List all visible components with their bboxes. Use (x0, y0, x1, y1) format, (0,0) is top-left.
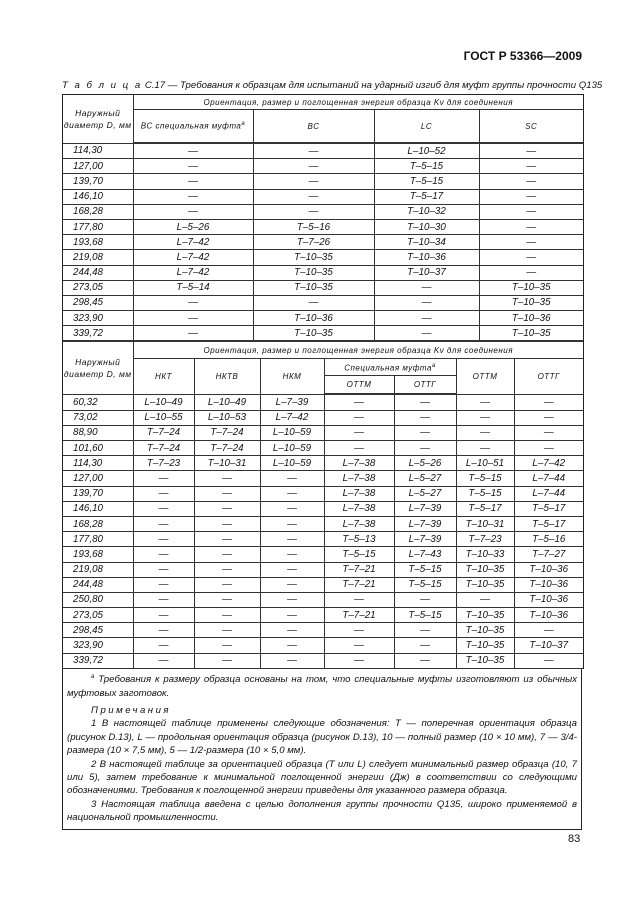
diameter-cell: 244,48 (63, 577, 133, 592)
value-cell: — (514, 623, 583, 638)
value-cell: — (133, 592, 194, 607)
col-header-special-ottm: ОТТМ (324, 376, 394, 395)
value-cell: L–7–38 (324, 516, 394, 531)
diameter-cell: 177,80 (63, 532, 133, 547)
value-cell: — (479, 143, 583, 159)
value-cell: T–10–36 (514, 608, 583, 623)
value-cell: — (514, 394, 583, 410)
value-cell: L–7–39 (260, 394, 324, 410)
note-item: 3 Настоящая таблица введена с целью дополнения группы прочности Q135, широко применяемой в национальной промышленности. (67, 798, 577, 824)
value-cell: T–10–35 (456, 638, 514, 653)
diameter-cell: 273,05 (63, 280, 133, 295)
value-cell: T–5–15 (394, 577, 456, 592)
value-cell: T–7–21 (324, 562, 394, 577)
value-cell: — (324, 638, 394, 653)
value-cell: — (324, 653, 394, 668)
value-cell: T–10–32 (374, 204, 479, 219)
table-row (63, 311, 583, 326)
diameter-cell: 219,08 (63, 250, 133, 265)
value-cell: — (260, 516, 324, 531)
value-cell: — (253, 204, 374, 219)
diameter-cell: 193,68 (63, 547, 133, 562)
table-row (63, 219, 583, 234)
footnote-mark: а (91, 674, 95, 680)
value-cell: — (133, 608, 194, 623)
table-row (63, 265, 583, 280)
value-cell: T–10–37 (374, 265, 479, 280)
footnote-mark: а (431, 362, 436, 369)
value-cell: — (260, 638, 324, 653)
value-cell: — (514, 441, 583, 456)
col-header-nkt: НКТ (133, 359, 194, 395)
value-cell: T–5–14 (133, 280, 253, 295)
value-cell: — (194, 501, 260, 516)
col-header-sc: SC (479, 110, 583, 144)
col-header-special (324, 359, 456, 376)
value-cell: T–10–35 (479, 326, 583, 341)
diameter-cell: 323,90 (63, 638, 133, 653)
table-row (63, 250, 583, 265)
diameter-cell: 88,90 (63, 425, 133, 440)
diameter-cell: 177,80 (63, 219, 133, 234)
footnote-mark: а (241, 121, 246, 128)
table-row (63, 159, 583, 174)
table-top (63, 95, 583, 341)
value-cell: — (133, 311, 253, 326)
value-cell: — (194, 562, 260, 577)
value-cell: — (324, 592, 394, 607)
value-cell: T–10–37 (514, 638, 583, 653)
value-cell: L–10–49 (133, 394, 194, 410)
value-cell: L–7–44 (514, 471, 583, 486)
value-cell: — (133, 623, 194, 638)
value-cell: — (374, 295, 479, 310)
diameter-cell: 323,90 (63, 311, 133, 326)
value-cell: T–7–24 (194, 441, 260, 456)
value-cell: T–7–24 (133, 425, 194, 440)
value-cell: — (514, 425, 583, 440)
value-cell: T–10–35 (253, 280, 374, 295)
value-cell: T–10–36 (253, 311, 374, 326)
table-row (63, 204, 583, 219)
table-row (63, 501, 583, 516)
diameter-cell: 146,10 (63, 501, 133, 516)
value-cell: L–7–39 (394, 501, 456, 516)
table-row (63, 562, 583, 577)
value-cell: — (456, 410, 514, 425)
value-cell: T–5–15 (394, 608, 456, 623)
col-header-nktv: НКТВ (194, 359, 260, 395)
value-cell: — (374, 280, 479, 295)
value-cell: — (479, 204, 583, 219)
value-cell: T–7–21 (324, 608, 394, 623)
value-cell: L–7–43 (394, 547, 456, 562)
footnote (63, 671, 581, 700)
value-cell: T–5–15 (394, 562, 456, 577)
value-cell: L–7–42 (514, 456, 583, 471)
table-caption (62, 80, 603, 91)
value-cell: — (456, 441, 514, 456)
value-cell: T–5–17 (514, 501, 583, 516)
value-cell: T–10–35 (456, 577, 514, 592)
value-cell: — (260, 577, 324, 592)
table-row (63, 326, 583, 341)
diameter-cell: 60,32 (63, 394, 133, 410)
value-cell: L–7–39 (394, 516, 456, 531)
value-cell: — (133, 143, 253, 159)
value-cell: — (514, 653, 583, 668)
value-cell: T–10–35 (456, 623, 514, 638)
diameter-cell: 193,68 (63, 235, 133, 250)
notes-title: Примечания (91, 705, 172, 716)
value-cell: T–10–35 (456, 608, 514, 623)
value-cell: L–10–59 (260, 425, 324, 440)
value-cell: L–7–39 (394, 532, 456, 547)
diameter-header: Наружный диаметр D, мм (63, 95, 133, 143)
value-cell: T–7–21 (324, 577, 394, 592)
value-cell: L–7–42 (260, 410, 324, 425)
table-bottom (63, 341, 583, 668)
value-cell: L–7–42 (133, 265, 253, 280)
value-cell: T–7–23 (456, 532, 514, 547)
value-cell: L–7–42 (133, 235, 253, 250)
value-cell: — (133, 486, 194, 501)
value-cell: — (194, 623, 260, 638)
value-cell: — (394, 623, 456, 638)
value-cell: — (456, 592, 514, 607)
table-row (63, 516, 583, 531)
value-cell: L–5–27 (394, 471, 456, 486)
value-cell: — (260, 486, 324, 501)
value-cell: L–10–51 (456, 456, 514, 471)
value-cell: T–10–36 (374, 250, 479, 265)
value-cell: — (260, 547, 324, 562)
table-row (63, 425, 583, 440)
table-row (63, 295, 583, 310)
value-cell: — (133, 638, 194, 653)
table-row (63, 638, 583, 653)
col-header-special-ottg: ОТТГ (394, 376, 456, 395)
value-cell: T–5–15 (456, 471, 514, 486)
group-header: Ориентация, размер и поглощенная энергия образца Kv для соединения (133, 95, 583, 110)
value-cell: T–10–31 (456, 516, 514, 531)
value-cell: L–5–26 (394, 456, 456, 471)
diameter-cell: 250,80 (63, 592, 133, 607)
value-cell: — (133, 204, 253, 219)
value-cell: T–10–33 (456, 547, 514, 562)
diameter-cell: 339,72 (63, 653, 133, 668)
value-cell: T–5–17 (374, 189, 479, 204)
col-header-ottm: ОТТМ (456, 359, 514, 395)
value-cell: T–10–36 (479, 311, 583, 326)
value-cell: — (479, 174, 583, 189)
value-cell: — (194, 592, 260, 607)
value-cell: — (133, 501, 194, 516)
diameter-cell: 114,30 (63, 456, 133, 471)
diameter-cell: 298,45 (63, 295, 133, 310)
value-cell: T–10–35 (253, 250, 374, 265)
table-frame (62, 94, 584, 669)
diameter-cell: 168,28 (63, 204, 133, 219)
value-cell: T–7–26 (253, 235, 374, 250)
value-cell: L–7–42 (133, 250, 253, 265)
diameter-cell: 73,02 (63, 410, 133, 425)
value-cell: — (194, 638, 260, 653)
value-cell: — (194, 532, 260, 547)
value-cell: L–7–38 (324, 456, 394, 471)
value-cell: — (133, 577, 194, 592)
diameter-cell: 114,30 (63, 143, 133, 159)
value-cell: L–10–52 (374, 143, 479, 159)
value-cell: T–5–17 (514, 516, 583, 531)
table-notes (62, 669, 582, 830)
value-cell: L–7–44 (514, 486, 583, 501)
table-row (63, 471, 583, 486)
value-cell: — (479, 219, 583, 234)
value-cell: — (260, 562, 324, 577)
value-cell: T–10–31 (194, 456, 260, 471)
note-item: 2 В настоящей таблице за ориентацией образца (T или L) следует минимальный размер образца (10, 7 или 5), затем требование к минимальной поглощенной энергии (Дж) в соответствии со следующими обозначениями. Требования к поглощенной энергии приведены для указанного размера образца. (67, 758, 577, 797)
value-cell: T–5–15 (324, 547, 394, 562)
table-row (63, 189, 583, 204)
value-cell: T–10–35 (456, 653, 514, 668)
value-cell: — (394, 653, 456, 668)
value-cell: T–10–36 (514, 577, 583, 592)
table-row (63, 577, 583, 592)
value-cell: — (133, 562, 194, 577)
value-cell: — (194, 547, 260, 562)
diameter-cell: 339,72 (63, 326, 133, 341)
value-cell: — (260, 653, 324, 668)
value-cell: — (394, 592, 456, 607)
col-label: ВС специальная муфта (140, 121, 242, 131)
col-header-ottg: ОТТГ (514, 359, 583, 395)
value-cell: — (194, 608, 260, 623)
value-cell: T–10–30 (374, 219, 479, 234)
diameter-cell: 168,28 (63, 516, 133, 531)
value-cell: T–5–15 (374, 159, 479, 174)
table-row (63, 441, 583, 456)
col-header-bc-special (133, 110, 253, 144)
value-cell: T–10–36 (514, 562, 583, 577)
value-cell: L–10–49 (194, 394, 260, 410)
value-cell: T–10–35 (479, 295, 583, 310)
caption-prefix: Т а б л и ц а (62, 80, 143, 91)
document-id: ГОСТ Р 53366—2009 (463, 49, 582, 63)
value-cell: — (133, 516, 194, 531)
value-cell: — (394, 638, 456, 653)
value-cell: — (324, 425, 394, 440)
value-cell: — (253, 174, 374, 189)
value-cell: — (133, 547, 194, 562)
value-cell: — (456, 394, 514, 410)
table-row (63, 410, 583, 425)
value-cell: — (324, 441, 394, 456)
value-cell: T–10–34 (374, 235, 479, 250)
col-label: Специальная муфта (344, 363, 432, 373)
diameter-cell: 219,08 (63, 562, 133, 577)
value-cell: L–7–38 (324, 471, 394, 486)
table-row (63, 608, 583, 623)
diameter-cell: 139,70 (63, 486, 133, 501)
value-cell: T–10–35 (456, 562, 514, 577)
value-cell: — (394, 410, 456, 425)
value-cell: — (324, 394, 394, 410)
value-cell: — (133, 532, 194, 547)
value-cell: L–10–53 (194, 410, 260, 425)
value-cell: L–10–59 (260, 441, 324, 456)
value-cell: — (133, 471, 194, 486)
value-cell: — (194, 471, 260, 486)
value-cell: L–10–55 (133, 410, 194, 425)
caption-text: С.17 — Требования к образцам для испытаний на ударный изгиб для муфт группы прочности Q135 (142, 80, 603, 91)
value-cell: T–5–16 (253, 219, 374, 234)
value-cell: — (514, 410, 583, 425)
table-row (63, 486, 583, 501)
table-row (63, 394, 583, 410)
diameter-cell: 273,05 (63, 608, 133, 623)
value-cell: — (133, 653, 194, 668)
group-header: Ориентация, размер и поглощенная энергия образца Kv для соединения (133, 342, 583, 359)
value-cell: — (374, 311, 479, 326)
value-cell: — (456, 425, 514, 440)
value-cell: — (260, 592, 324, 607)
value-cell: — (194, 516, 260, 531)
value-cell: L–7–38 (324, 486, 394, 501)
col-header-bc: ВС (253, 110, 374, 144)
value-cell: — (133, 174, 253, 189)
table-row (63, 623, 583, 638)
value-cell: — (253, 143, 374, 159)
value-cell: — (374, 326, 479, 341)
value-cell: L–10–59 (260, 456, 324, 471)
value-cell: T–10–35 (253, 326, 374, 341)
value-cell: T–5–16 (514, 532, 583, 547)
value-cell: T–5–17 (456, 501, 514, 516)
page-number: 83 (568, 833, 581, 845)
value-cell: — (260, 532, 324, 547)
value-cell: T–5–13 (324, 532, 394, 547)
table-row (63, 143, 583, 159)
value-cell: — (253, 189, 374, 204)
value-cell: — (479, 159, 583, 174)
value-cell: — (479, 265, 583, 280)
value-cell: — (324, 623, 394, 638)
value-cell: L–5–27 (394, 486, 456, 501)
value-cell: T–10–35 (253, 265, 374, 280)
value-cell: — (260, 608, 324, 623)
value-cell: — (479, 235, 583, 250)
table-row (63, 592, 583, 607)
value-cell: — (479, 189, 583, 204)
table-row (63, 174, 583, 189)
value-cell: — (194, 653, 260, 668)
value-cell: L–7–38 (324, 501, 394, 516)
table-row (63, 547, 583, 562)
value-cell: — (253, 295, 374, 310)
value-cell: T–7–24 (133, 441, 194, 456)
value-cell: — (479, 250, 583, 265)
table-row (63, 456, 583, 471)
value-cell: — (324, 410, 394, 425)
value-cell: T–5–15 (374, 174, 479, 189)
value-cell: — (133, 326, 253, 341)
value-cell: — (133, 189, 253, 204)
value-cell: T–7–24 (194, 425, 260, 440)
diameter-cell: 127,00 (63, 471, 133, 486)
diameter-cell: 244,48 (63, 265, 133, 280)
col-header-nkm: НКМ (260, 359, 324, 395)
value-cell: — (133, 159, 253, 174)
value-cell: T–10–36 (514, 592, 583, 607)
value-cell: T–5–15 (456, 486, 514, 501)
diameter-cell: 127,00 (63, 159, 133, 174)
table-row (63, 280, 583, 295)
value-cell: L–5–26 (133, 219, 253, 234)
diameter-header: Наружный диаметр D, мм (63, 342, 133, 395)
value-cell: — (133, 295, 253, 310)
value-cell: T–10–35 (479, 280, 583, 295)
value-cell: — (394, 441, 456, 456)
col-header-lc: LC (374, 110, 479, 144)
diameter-cell: 101,60 (63, 441, 133, 456)
value-cell: — (394, 394, 456, 410)
footnote-text: Требования к размеру образца основаны на том, что специальные муфты изготовляют из обычных муфтовых заготовок. (67, 674, 577, 699)
table-row (63, 235, 583, 250)
value-cell: — (260, 623, 324, 638)
diameter-cell: 139,70 (63, 174, 133, 189)
value-cell: — (253, 159, 374, 174)
value-cell: — (260, 471, 324, 486)
value-cell: — (394, 425, 456, 440)
value-cell: T–7–23 (133, 456, 194, 471)
table-row (63, 532, 583, 547)
value-cell: — (194, 577, 260, 592)
diameter-cell: 146,10 (63, 189, 133, 204)
table-row (63, 653, 583, 668)
value-cell: — (194, 486, 260, 501)
value-cell: — (260, 501, 324, 516)
note-item: 1 В настоящей таблице применены следующие обозначения: T — поперечная ориентация образца (рисунок D.13), L — продольная ориентация образца (рисунок D.13), 10 — полный размер (10 × 10 мм), 7 — 3/4-размера (10 × 7,5 мм), 5 — 1/2-размера (10 × 5,0 мм). (67, 718, 577, 757)
diameter-cell: 298,45 (63, 623, 133, 638)
value-cell: T–7–27 (514, 547, 583, 562)
